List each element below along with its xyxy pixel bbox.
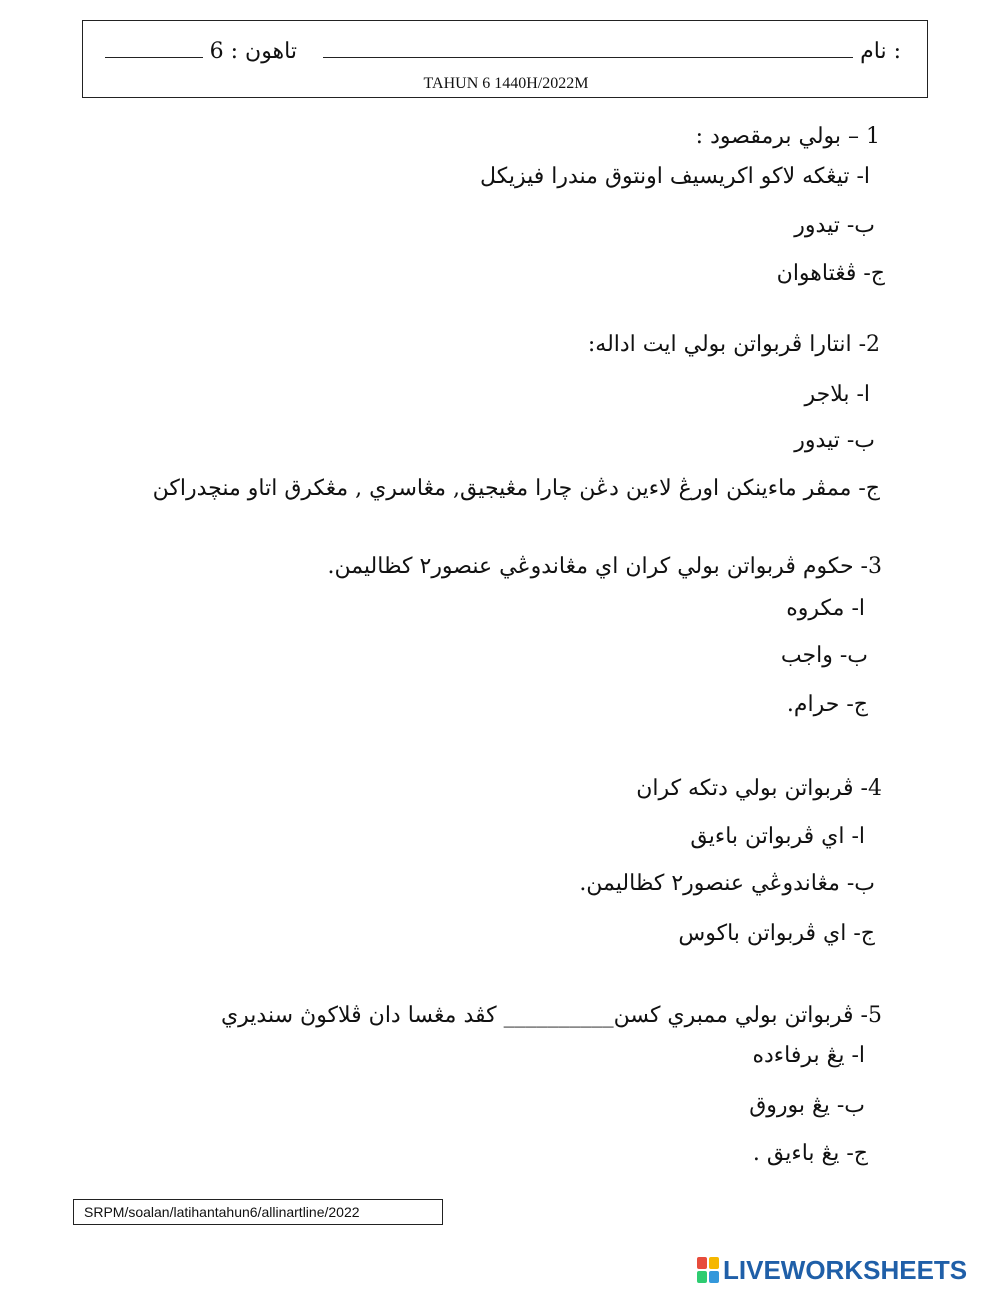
source-footer: SRPM/soalan/latihantahun6/allinartline/2022 (73, 1199, 443, 1225)
liveworksheets-logo[interactable] (697, 1256, 967, 1284)
header-box (82, 20, 928, 98)
logo-tile-red (697, 1257, 707, 1269)
year-blank[interactable] (105, 37, 203, 58)
question-1-option-c: ج- ڤڠتاهوان (776, 261, 885, 286)
header-subtitle: TAHUN 6 1440H/2022M (423, 75, 589, 92)
question-2-option-a: ا- بلاجر (804, 382, 870, 407)
question-5-option-a: ا- يڠ برفاءده (752, 1043, 865, 1068)
question-3-prompt: 3- حكوم ڤربواتن بولي كران اي مڠاندوڠي عنصور٢ كظاليمن. (327, 554, 882, 579)
question-1-option-a: ا- تيڠكه لاكو اكريسيف اونتوق مندرا فيزيكل (480, 164, 870, 189)
question-3-option-c: ج- حرام. (786, 692, 868, 717)
name-field[interactable] (323, 37, 901, 64)
question-5-prompt: 5- ڤربواتن بولي ممبري كسن__________ كڤد مڠسا دان ڤلاكوڽ سنديري (220, 1003, 882, 1028)
year-field[interactable] (105, 37, 297, 64)
logo-tile-yellow (709, 1257, 719, 1269)
liveworksheets-brand: LIVEWORKSHEETS (723, 1254, 968, 1285)
logo-tile-green (697, 1271, 707, 1283)
question-4-option-b: ب- مڠاندوڠي عنصور٢ كظاليمن. (579, 871, 875, 896)
question-4-prompt: 4- ڤربواتن بولي دتكه كران (636, 776, 882, 801)
question-2-option-c: ج- ممڤر ماءينكن اورڠ لاءين دڠن چارا مڠيجيق, مڠاسري , مڠكرق اتاو منچدراكن (152, 476, 880, 501)
year-label: تاهون : 6 (209, 39, 297, 64)
question-4-option-c: ج- اي ڤربواتن باكوس (678, 921, 875, 946)
question-2-prompt: 2- انتارا ڤربواتن بولي ايت اداله: (587, 332, 880, 357)
question-1-prompt: 1 – بولي برمقصود : (695, 124, 880, 149)
question-4-option-a: ا- اي ڤربواتن باءيق (690, 824, 865, 849)
question-5-option-c: ج- يڠ باءيق . (752, 1141, 868, 1166)
liveworksheets-logo-icon (697, 1257, 719, 1283)
name-blank[interactable] (323, 37, 853, 58)
name-label: نام : (860, 39, 901, 64)
question-3-option-b: ب- واجب (780, 643, 868, 668)
question-3-option-a: ا- مكروه (786, 596, 865, 621)
question-1-option-b: ب- تيدور (794, 213, 875, 238)
question-5-option-b: ب- يڠ بوروق (749, 1093, 865, 1118)
logo-tile-blue (709, 1271, 719, 1283)
question-2-option-b: ب- تيدور (794, 428, 875, 453)
